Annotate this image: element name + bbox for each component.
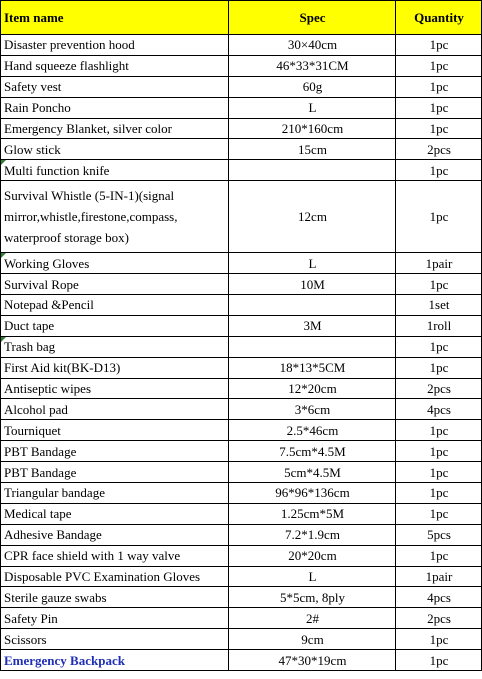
item-name-cell: Emergency Backpack: [1, 650, 229, 671]
quantity-cell: 1pc: [396, 76, 482, 97]
table-row: [1, 35, 482, 56]
spec-cell: 15cm: [229, 139, 396, 160]
item-name-cell: Safety Pin: [1, 608, 229, 629]
item-name-cell: Rain Poncho: [1, 97, 229, 118]
item-name-cell: Emergency Blanket, silver color: [1, 118, 229, 139]
spec-cell: 7.2*1.9cm: [229, 524, 396, 545]
item-name-cell: Alcohol pad: [1, 399, 229, 420]
spec-cell: 46*33*31CM: [229, 55, 396, 76]
quantity-cell: 2pcs: [396, 378, 482, 399]
quantity-cell: 1pair: [396, 253, 482, 274]
item-name-cell: Scissors: [1, 629, 229, 650]
spec-cell: 12*20cm: [229, 378, 396, 399]
spec-cell: 96*96*136cm: [229, 483, 396, 504]
table-row: [1, 608, 482, 629]
item-name-cell: Hand squeeze flashlight: [1, 55, 229, 76]
table-row: [1, 566, 482, 587]
spec-cell: 1.25cm*5M: [229, 503, 396, 524]
spec-cell: 2.5*46cm: [229, 420, 396, 441]
quantity-cell: 1pc: [396, 462, 482, 483]
quantity-cell: 2pcs: [396, 608, 482, 629]
item-name-cell: Survival Whistle (5-IN-1)(signal mirror,whistle,firestone,compass, waterproof storage box): [1, 181, 229, 253]
table-row: [1, 336, 482, 357]
spec-cell: 12cm: [229, 181, 396, 253]
spec-cell: 3*6cm: [229, 399, 396, 420]
quantity-cell: 1pc: [396, 629, 482, 650]
table-row: [1, 587, 482, 608]
header-item-name: Item name: [1, 1, 229, 35]
quantity-cell: 1set: [396, 295, 482, 316]
item-name-text: Trash bag: [4, 339, 56, 355]
item-name-cell: [1, 160, 229, 181]
table-row: [1, 545, 482, 566]
table-row: [1, 399, 482, 420]
cell-comment-flag-icon: [1, 253, 6, 258]
header-spec: Spec: [229, 1, 396, 35]
table-row: [1, 441, 482, 462]
item-name-cell: Adhesive Bandage: [1, 524, 229, 545]
item-name-cell: [1, 336, 229, 357]
spec-cell: [229, 295, 396, 316]
item-name-cell: PBT Bandage: [1, 441, 229, 462]
item-name-cell: Disaster prevention hood: [1, 35, 229, 56]
quantity-cell: 4pcs: [396, 587, 482, 608]
header-quantity: Quantity: [396, 1, 482, 35]
table-row: [1, 295, 482, 316]
quantity-cell: 1pc: [396, 336, 482, 357]
quantity-cell: 1pc: [396, 357, 482, 378]
quantity-cell: 2pcs: [396, 139, 482, 160]
spec-cell: 47*30*19cm: [229, 650, 396, 671]
table-row: [1, 315, 482, 336]
table-row: [1, 420, 482, 441]
quantity-cell: 1pc: [396, 545, 482, 566]
spec-cell: L: [229, 253, 396, 274]
item-name-text: Working Gloves: [4, 255, 90, 271]
spec-cell: [229, 336, 396, 357]
item-name-cell: PBT Bandage: [1, 462, 229, 483]
spec-cell: 18*13*5CM: [229, 357, 396, 378]
item-name-cell: Notepad &Pencil: [1, 295, 229, 316]
spec-cell: 5*5cm, 8ply: [229, 587, 396, 608]
spec-cell: 10M: [229, 274, 396, 295]
cell-comment-flag-icon: [1, 337, 6, 342]
item-name-cell: First Aid kit(BK-D13): [1, 357, 229, 378]
item-name-cell: Disposable PVC Examination Gloves: [1, 566, 229, 587]
quantity-cell: 1pc: [396, 650, 482, 671]
item-name-text: Multi function knife: [4, 162, 110, 178]
spec-cell: 30×40cm: [229, 35, 396, 56]
item-name-cell: Medical tape: [1, 503, 229, 524]
table-row: [1, 274, 482, 295]
item-name-cell: Safety vest: [1, 76, 229, 97]
table-row: [1, 139, 482, 160]
quantity-cell: 1pc: [396, 441, 482, 462]
spec-cell: 5cm*4.5M: [229, 462, 396, 483]
spec-cell: L: [229, 566, 396, 587]
item-name-cell: Glow stick: [1, 139, 229, 160]
item-name-cell: Sterile gauze swabs: [1, 587, 229, 608]
quantity-cell: 1pc: [396, 118, 482, 139]
header-row: [1, 1, 482, 35]
quantity-cell: 1pc: [396, 503, 482, 524]
table-row: [1, 462, 482, 483]
quantity-cell: 1pc: [396, 483, 482, 504]
table-row: [1, 483, 482, 504]
table-row: [1, 378, 482, 399]
spec-cell: 210*160cm: [229, 118, 396, 139]
quantity-cell: 1pc: [396, 97, 482, 118]
quantity-cell: 1pc: [396, 55, 482, 76]
table-row: [1, 118, 482, 139]
spec-cell: 2#: [229, 608, 396, 629]
quantity-cell: 5pcs: [396, 524, 482, 545]
quantity-cell: 1pc: [396, 181, 482, 253]
item-name-cell: Triangular bandage: [1, 483, 229, 504]
table-row: [1, 629, 482, 650]
spec-cell: [229, 160, 396, 181]
table-row: [1, 160, 482, 181]
table-row: [1, 524, 482, 545]
table-row: [1, 357, 482, 378]
quantity-cell: 1pair: [396, 566, 482, 587]
item-name-cell: Survival Rope: [1, 274, 229, 295]
item-name-cell: Duct tape: [1, 315, 229, 336]
spec-cell: 9cm: [229, 629, 396, 650]
table-row: [1, 76, 482, 97]
quantity-cell: 1pc: [396, 35, 482, 56]
cell-comment-flag-icon: [1, 160, 6, 165]
quantity-cell: 1pc: [396, 420, 482, 441]
table-row: [1, 650, 482, 671]
table-row: [1, 97, 482, 118]
spec-cell: 3M: [229, 315, 396, 336]
spec-cell: 60g: [229, 76, 396, 97]
quantity-cell: 1pc: [396, 274, 482, 295]
table-row: [1, 253, 482, 274]
spec-cell: 20*20cm: [229, 545, 396, 566]
item-name-cell: Antiseptic wipes: [1, 378, 229, 399]
item-name-cell: Tourniquet: [1, 420, 229, 441]
spec-cell: L: [229, 97, 396, 118]
spec-cell: 7.5cm*4.5M: [229, 441, 396, 462]
quantity-cell: 1pc: [396, 160, 482, 181]
item-name-cell: CPR face shield with 1 way valve: [1, 545, 229, 566]
table-row: [1, 55, 482, 76]
table-row: [1, 503, 482, 524]
quantity-cell: 4pcs: [396, 399, 482, 420]
item-name-cell: [1, 253, 229, 274]
quantity-cell: 1roll: [396, 315, 482, 336]
table-row: [1, 181, 482, 253]
